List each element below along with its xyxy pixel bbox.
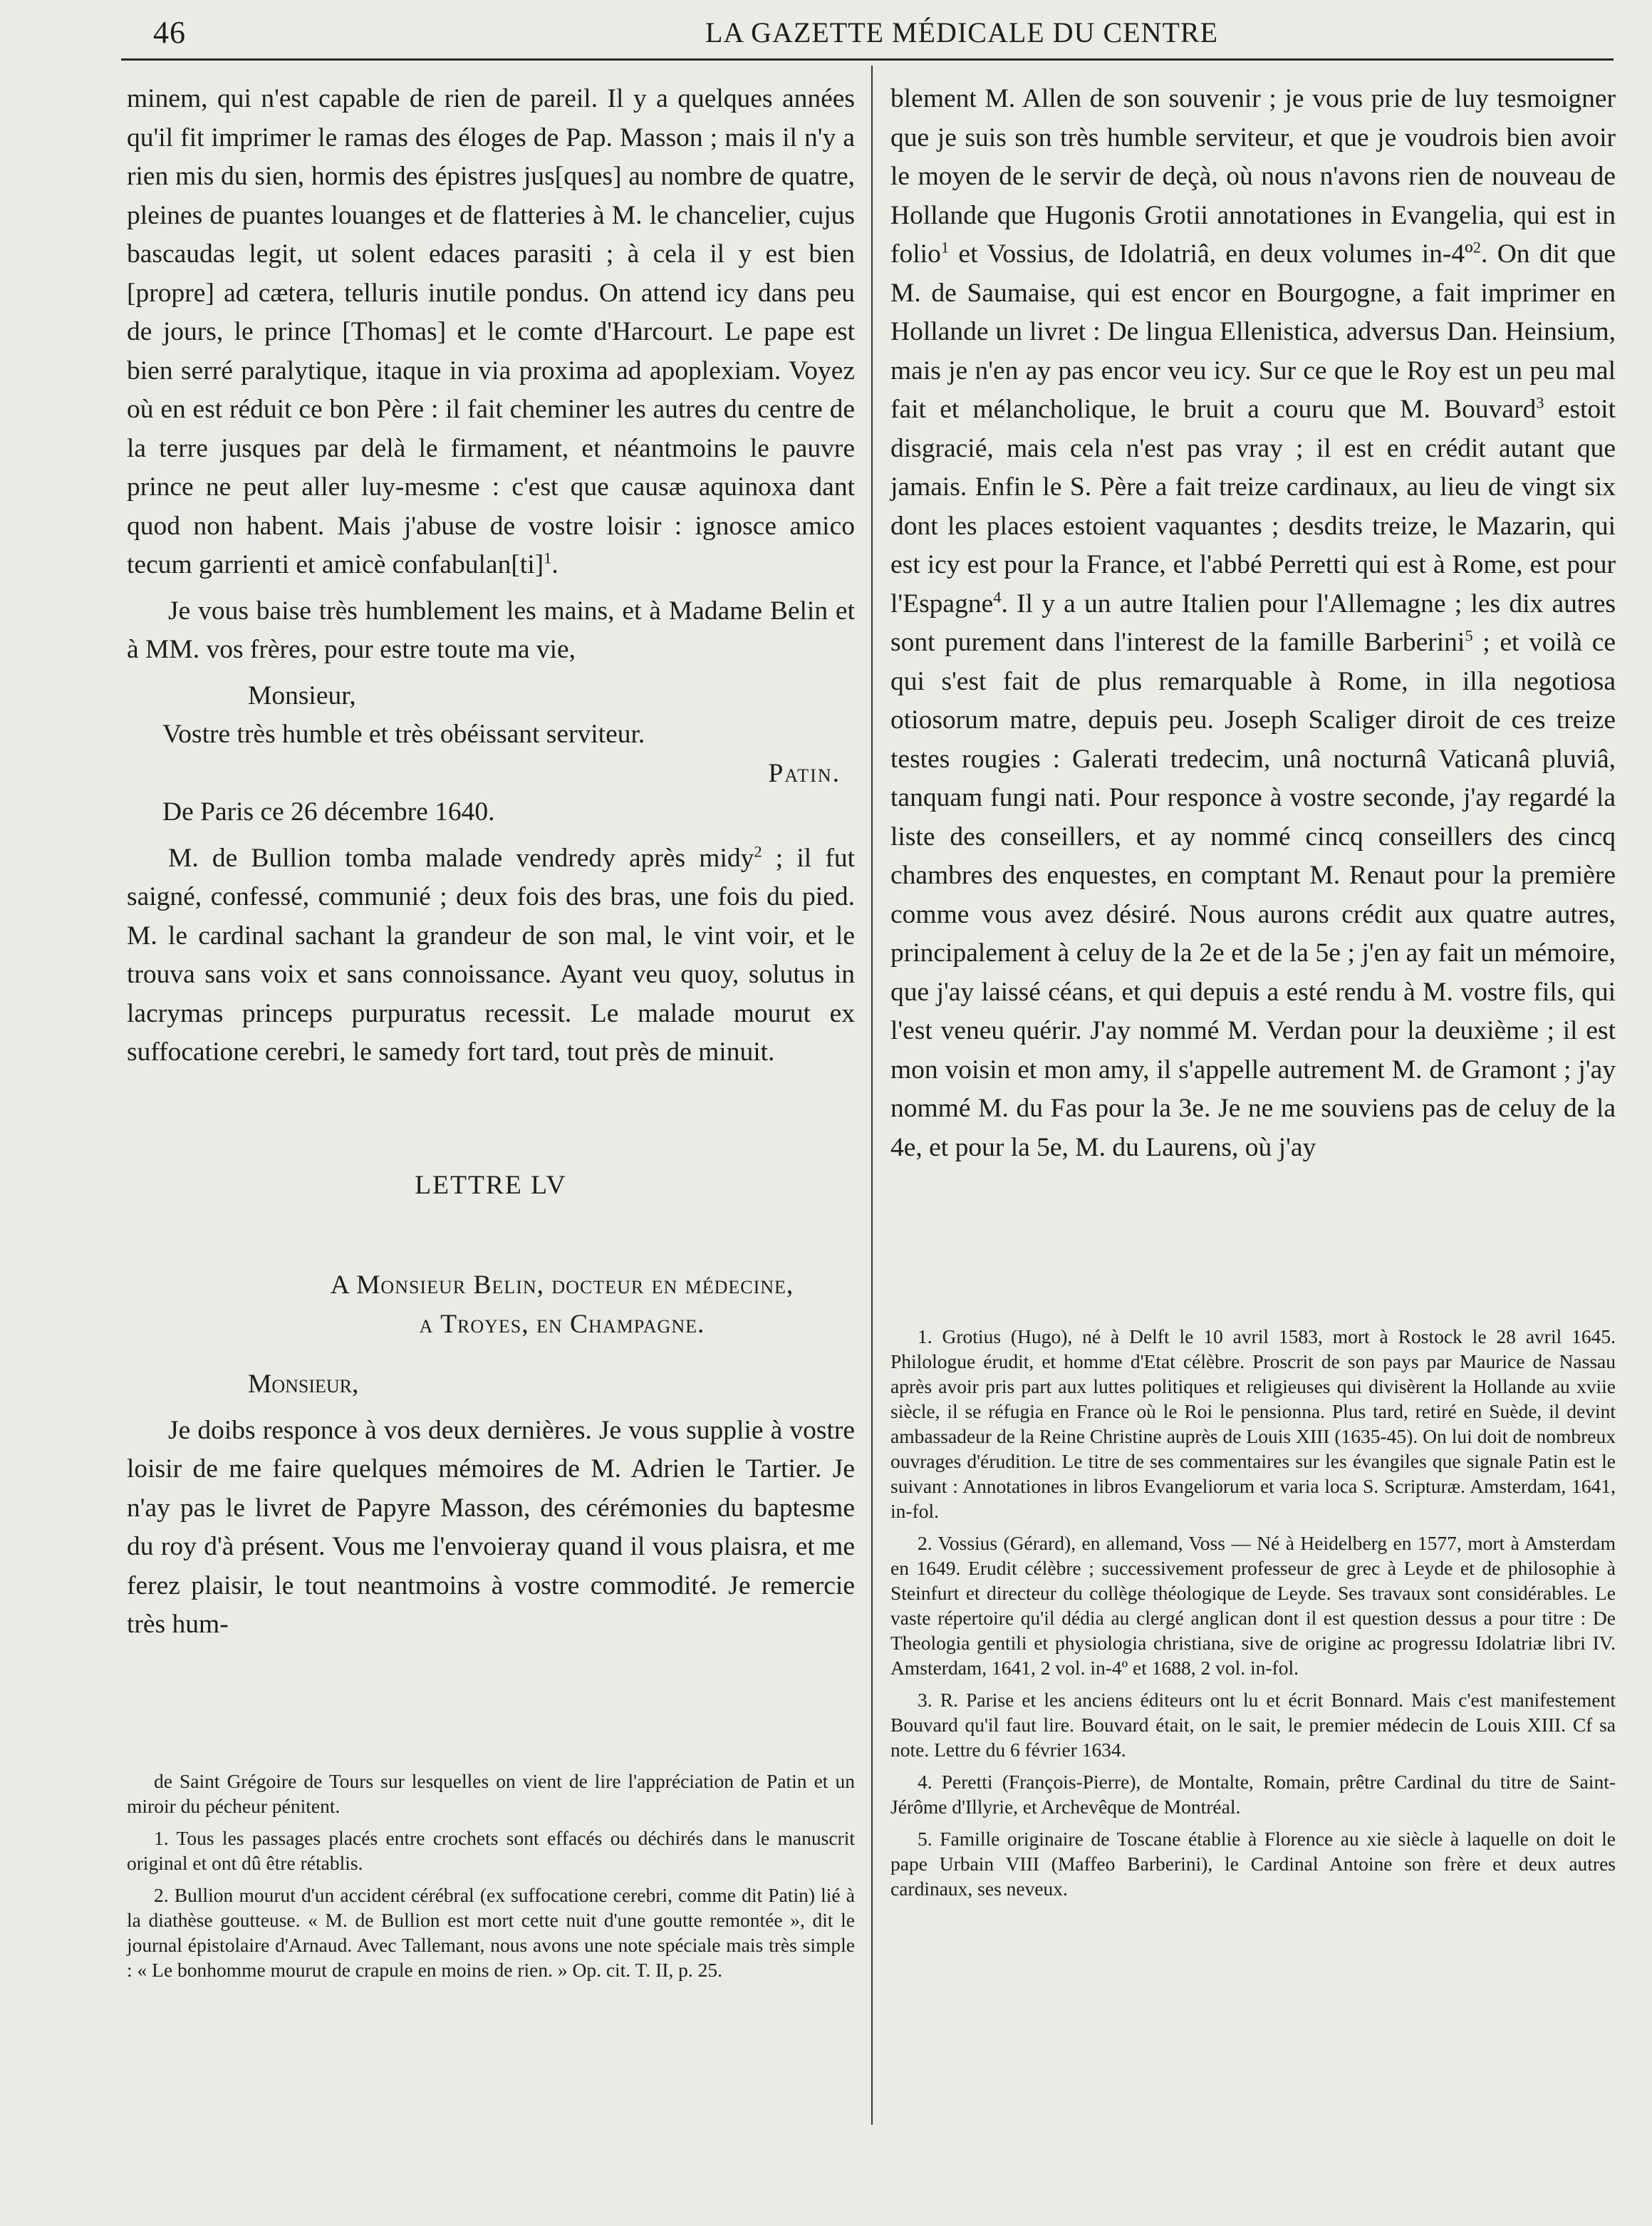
footnote-ref: 2 [1472,238,1481,257]
footnote-ref: 4 [993,588,1002,606]
footnote-ref: 5 [1465,626,1473,645]
page-header [121,10,1610,61]
monsieur: Monsieur, [248,1370,359,1399]
footnote-3: 3. R. Parise et les anciens éditeurs ont lu et écrit Bonnard. Mais c'est manifestement Bouvard qu'il faut lire. Bouvard était, on le sait, le premier médecin de Louis XIII. Cf sa note. Lettre du 6 février 1634. [890,1689,1616,1761]
address-line-1: A Monsieur Belin, docteur en médecine, [330,1270,794,1300]
left-paragraph-1: minem, qui n'est capable de rien de pareil. Il y a quelques années qu'il fit imprimer le ramas des éloges de Pap. Masson ; mais il n'y a rien mis du sien, hormis des épistres jus[ques] au nombre de quatre, pleines de puantes louanges et de flatteries à M. le chancelier, cujus bascaudas legit, ut solent edaces parasiti ; à cela il y est bien [propre] ad cætera, telluris inutile pondus. On attend icy dans peu de jours, le prince [Thomas] et le comte d'Harcourt. Le pape est bien serré paralytique, itaque in via proxima ad apoplexiam. Voyez où en est réduit ce bon Père : il fait cheminer les autres du centre de la terre jusques par delà le firmament, et néantmoins le pauvre prince ne peut aller luy-mesme : c'est que causæ aquinoxa dant quod non habent. Mais j'abuse de vostre loisir : ignosce amico tecum garrienti et amicè confabulan[ti]$^1$. [127,84,855,579]
footnote-4: 4. Peretti (François-Pierre), de Montalte, Romain, prêtre Cardinal du titre de Saint-Jérôme d'Illyrie, et Archevêque de Montréal. [890,1771,1616,1818]
left-paragraph-3: M. de Bullion tomba malade vendredy après midy$^2$ ; il fut saigné, confessé, communié ; deux fois des bras, une fois du pied. M. le cardinal sachant la grandeur de son mal, le vint voir, et le trouva sans voix et sans connoissance. Ayant veu quoy, solutus in lacrymas princeps purpuratus recessit. Le malade mourut ex suffocatione cerebri, le samedy fort tard, tout près de minuit. [127,842,855,1067]
left-paragraph-4: Je doibs responce à vos deux dernières. Je vous supplie à vostre loisir de me faire quelques mémoires de M. Adrien le Tartier. Je n'ay pas le livret de Papyre Masson, des cérémonies du baptesme du roy d'à présent. Vous me l'envoieray quand il vous plaisra, et me ferez plaisir, le tout neantmoins à vostre commodité. Je remercie très hum- [127,1415,855,1639]
salutation: Monsieur, [248,680,356,710]
letter-heading: LETTRE LV [415,1170,567,1200]
letter-date: De Paris ce 26 décembre 1640. [162,797,495,827]
header-rule [121,58,1614,61]
footnote-continued: de Saint Grégoire de Tours sur lesquelles on vient de lire l'appréciation de Patin et un miroir du pécheur pénitent. [127,1770,855,1817]
closing-formula: Vostre très humble et très obéissant serviteur. [162,720,645,749]
footnote-2: 2. Vossius (Gérard), en allemand, Voss — Né à Heidelberg en 1577, mort à Amsterdam en 1649. Erudit célèbre ; successivement professeur de grec à Leyde et de philosophie à Steinfurt et directeur du collège théologique de Leyde. Ses travaux sont considérables. Le vaste répertoire qu'il dédia au clergé anglican dont il est question dessus a pour titre : De Theologia gentili et physiologia christiana, sive de origine ac progressu Idolatriæ libri IV. Amsterdam, 1641, 2 vol. in-4º et 1688, 2 vol. in-fol. [890,1532,1616,1679]
footnote-1: 1. Tous les passages placés entre crochets sont effacés ou déchirés dans le manuscrit original et ont dû être rétablis. [127,1827,855,1874]
page-number: 46 [153,15,186,50]
right-column [890,80,1616,1167]
column-divider [871,66,873,2125]
footnote-ref: 3 [1536,393,1544,412]
signature: Patin. [768,758,841,788]
footnote-ref: 2 [754,842,762,860]
footnote-ref: 1 [940,238,950,257]
left-footnotes [127,1769,855,1989]
footnote-5: 5. Famille originaire de Toscane établie à Florence au xie siècle à laquelle on doit le pape Urbain VIII (Maffeo Barberini), le Cardinal Antoine son frère et deux autres cardinaux, ses neveux. [890,1828,1616,1900]
footnote-ref: 1 [544,549,552,567]
footnote-2: 2. Bullion mourut d'un accident cérébral (ex suffocatione cerebri, comme dit Patin) lié à la diathèse goutteuse. « M. de Bullion est mort cette nuit d'une goutte remontée », dit le journal épistolaire d'Arnaud. Avec Tallemant, nous avons une note spéciale mais très simple : « Le bonhomme mourut de crapule en moins de rien. » Op. cit. T. II, p. 25. [127,1884,855,1981]
footnote-1: 1. Grotius (Hugo), né à Delft le 10 avril 1583, mort à Rostock le 28 avril 1645. Philologue érudit, et homme d'Etat célèbre. Proscrit de son pays par Maurice de Nassau après avoir pris part aux luttes politiques et religieuses qui divisèrent la Hollande au xviie siècle, il se réfugia en France où le Roi le pensionna. Plus tard, retiré en Suède, il devint ambassadeur de la Reine Christine auprès de Louis XIII (1635-45). On lui doit de nombreux ouvrages d'érudition. Le titre de ses commentaires sur les évangiles que signale Patin est le suivant : Annotationes in libros Evangeliorum et varia loca S. Scripturæ. Amsterdam, 1641, in-fol. [890,1325,1616,1522]
left-paragraph-2: Je vous baise très humblement les mains, et à Madame Belin et à MM. vos frères, pour estre toute ma vie, [127,596,855,664]
right-footnotes [890,1324,1616,1908]
right-paragraph-1: blement M. Allen de son souvenir ; je vous prie de luy tesmoigner que je suis son très humble serviteur, et que je voudrois bien avoir le moyen de le servir de deçà, où nous n'avons rien de nouveau de Hollande que Hugonis Grotii annotationes in Evangelia, qui est in folio$^1$ et Vossius, de Idolatriâ, en deux volumes in-4º$^2$. On dit que M. de Saumaise, qui est encor en Bourgogne, a fait imprimer en Hollande un livret : De lingua Ellenistica, adversus Dan. Heinsium, mais je n'en ay pas encor veu icy. Sur ce que le Roy est un peu mal fait et mélancholique, le bruit a couru que M. Bouvard$^3$ estoit disgracié, mais cela n'est pas vray ; il est en crédit autant que jamais. Enfin le S. Père a fait treize cardinaux, au lieu de vingt six dont les places estoient vaquantes ; desdits treize, le Mazarin, qui est icy est pour la France, et l'abbé Perretti qui est à Rome, est pour l'Espagne$^4$. Il y a un autre Italien pour l'Allemagne ; les dix autres sont purement dans l'interest de la famille Barberini$^5$ ; et voilà ce qui s'est fait de plus remarquable à Rome, in illa negotiosa otiosorum matre, depuis peu. Joseph Scaliger diroit de ces treize testes rougies : Galerati tredecim, unâ nocturnâ Vaticanâ pluviâ, tanquam fungi nati. Pour responce à vostre seconde, j'ay regardé la liste des conseillers, et ay nommé cincq conseillers des cincq chambres des enquestes, en comptant M. Renaut pour la première comme vous avez désiré. Nous aurons crédit aux quatre autres, principalement à celuy de la 2e et de la 5e ; j'en ay fait un mémoire, que j'ay laissé céans, et qui depuis a esté rendu à M. vostre fils, qui l'est veneu quérir. J'ay nommé M. Verdan pour la deuxième ; il est mon voisin et mon amy, il s'appelle autrement M. de Gramont ; j'ay nommé M. du Fas pour la 3e. Je ne me souviens pas de celuy de la 4e, et pour la 5e, M. du Laurens, où j'ay [890,84,1616,1162]
left-column [127,80,855,1645]
address-line-2: a Troyes, en Champagne. [419,1309,705,1339]
running-title: LA GAZETTE MÉDICALE DU CENTRE [705,16,1219,48]
